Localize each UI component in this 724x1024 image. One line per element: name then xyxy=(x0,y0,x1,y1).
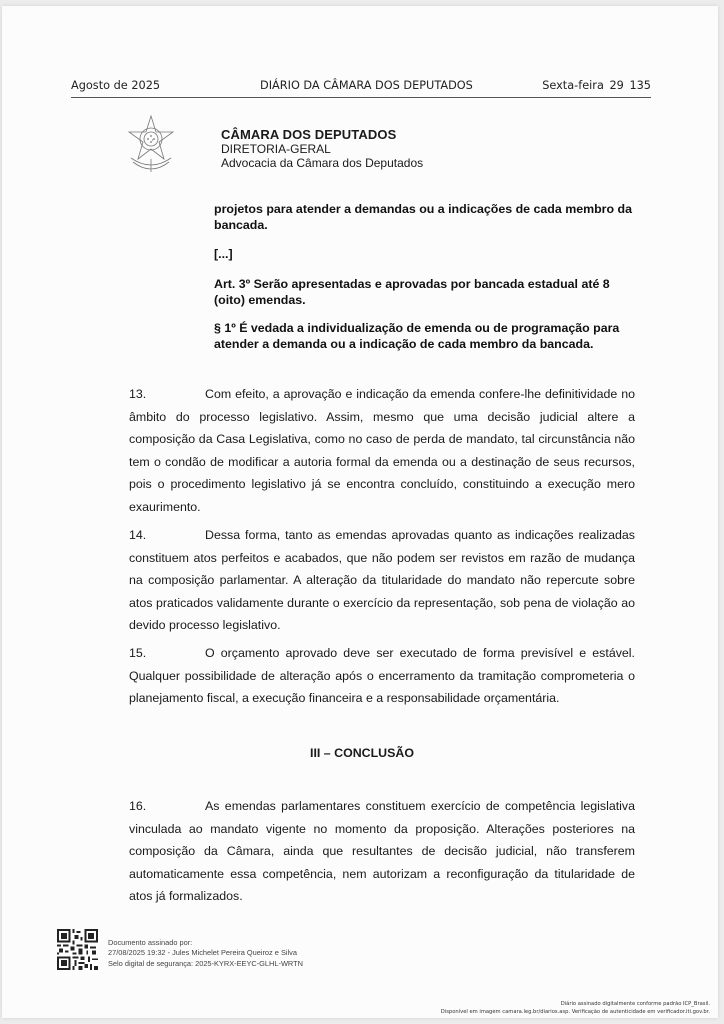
quoted-law-text: projetos para atender a demandas ou a indicações de cada membro da bancada. xyxy=(214,202,632,232)
quoted-ellipsis: [...] xyxy=(214,247,233,261)
signature-seal: Selo digital de segurança: 2025-KYRX-EEYC-GLHL-WRTN xyxy=(108,958,303,968)
institution-name: CÂMARA DOS DEPUTADOS xyxy=(221,127,397,142)
header-page-number: 135 xyxy=(629,79,651,92)
footer-line-1: Diário assinado digitalmente conforme padrão ICP_Brasil. xyxy=(560,1001,710,1007)
paragraph-16 xyxy=(129,795,635,908)
paragraph-14 xyxy=(129,524,635,637)
paragraph-text: Dessa forma, tanto as emendas aprovadas quanto as indicações realizadas constituem atos perfeitos e acabados, que não podem ser revistos em razão de mudança na composição parlamentar. A alteração da titularidade do mandato não repercute sobre atos praticados validamente durante o exercício da representação, sob pena de violação ao devido processo legislativo. xyxy=(129,528,635,632)
section-title: III – CONCLUSÃO xyxy=(310,746,414,760)
institution-unit: Advocacia da Câmara dos Deputados xyxy=(221,156,424,170)
quoted-paragraph: § 1º É vedada a individualização de emenda ou de programação para atender a demanda ou a indicação de cada membro da bancada. xyxy=(214,321,620,351)
header-journal-title: DIÁRIO DA CÂMARA DOS DEPUTADOS xyxy=(260,79,473,92)
paragraph-13 xyxy=(129,383,635,518)
paragraph-number: 14. xyxy=(129,528,147,542)
page-footer xyxy=(441,1000,710,1016)
qr-code-icon[interactable] xyxy=(57,929,98,970)
paragraph-number: 13. xyxy=(129,387,147,401)
paragraph-text: O orçamento aprovado deve ser executado de forma previsível e estável. Qualquer possibilidade de alteração após o encerramento da tramitação comprometeria o planejamento fiscal, a execução financeira e a responsabilidade orçamentária. xyxy=(129,646,635,705)
signature-signer: 27/08/2025 19:32 - Jules Michelet Pereira Queiroz e Silva xyxy=(108,948,297,958)
quoted-article: Art. 3º Serão apresentadas e aprovadas por bancada estadual até 8 (oito) emendas. xyxy=(214,277,610,307)
header-day-page xyxy=(542,79,651,92)
footer-line-2: Disponível em imagem camara.leg.br/diarios.asp. Verificação de autenticidade em verificador.iti.gov.br. xyxy=(440,1009,710,1015)
paragraph-number: 16. xyxy=(129,799,147,813)
signature-block xyxy=(108,938,303,969)
institution-division: DIRETORIA-GERAL xyxy=(221,142,331,156)
paragraph-number: 15. xyxy=(129,646,147,660)
header-day: Sexta-feira 29 xyxy=(542,79,624,92)
institution-block xyxy=(221,127,423,170)
paragraph-15 xyxy=(129,642,635,710)
signature-label: Documento assinado por: xyxy=(108,938,193,947)
brazil-coat-of-arms-icon xyxy=(125,114,177,176)
paragraph-text: As emendas parlamentares constituem exercício de competência legislativa vinculada ao mandato vigente no momento da proposição. Alterações posteriores na composição da Câmara, ainda que resultantes de decisão judicial, não transferem automaticamente essa competência, nem autorizam a reconfiguração da titularidade de atos já formalizados. xyxy=(129,799,635,903)
running-header xyxy=(71,79,651,98)
header-date: Agosto de 2025 xyxy=(71,79,161,92)
paragraph-text: Com efeito, a aprovação e indicação da emenda confere-lhe definitividade no âmbito do processo legislativo. Assim, mesmo que uma decisão judicial altere a composição da Casa Legislativa, como no caso de perda de mandato, tal circunstância não tem o condão de modificar a autoria formal da emenda ou a destinação de seus recursos, pois o procedimento legislativo já se encontra concluído, constituindo a execução mero exaurimento. xyxy=(129,387,635,514)
